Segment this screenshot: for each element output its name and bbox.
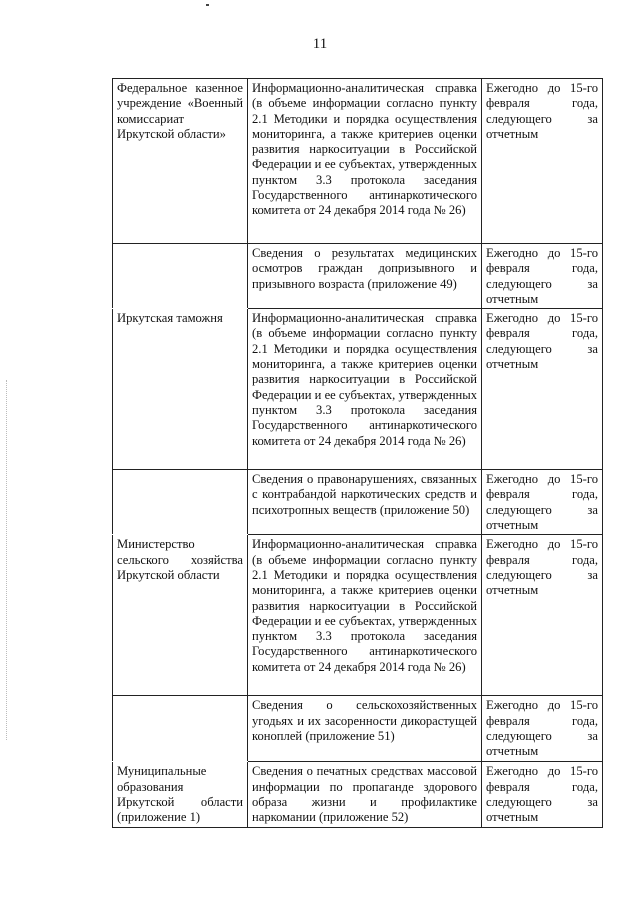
scan-artifact [206,4,209,6]
organization-cell [113,696,248,762]
info-text: Сведения о сельскохозяйственных угодьях и их засоренности дикорастущей коноплей (приложение 51) [252,698,477,743]
table-row [113,762,603,827]
info-cell [248,309,482,470]
organization-cell [113,79,248,244]
organization-cell [113,535,248,696]
organization-name: Федеральное казенное учреждение «Военный комиссариат Иркутской области» [117,81,243,141]
info-text: Информационно-аналитическая справка (в объеме информации согласно пункту 2.1 Методики и порядка осуществления мониторинга, а также критериев оценки развития наркоситуации в Российской Федерации и ее субъектах, утвержденных пунктом 3.3 протокола заседания Государственного антинаркотического комитета от 24 декабря 2014 года № 26) [252,311,477,448]
deadline-cell [482,79,603,244]
deadline-text: Ежегодно до 15-го февраля года, следующего за отчетным [486,537,598,598]
info-text: Информационно-аналитическая справка (в объеме информации согласно пункту 2.1 Методики и порядка осуществления мониторинга, а также критериев оценки развития наркоситуации в Российской Федерации и ее субъектах, утвержденных пунктом 3.3 протокола заседания Государственного антинаркотического комитета от 24 декабря 2014 года № 26) [252,537,477,674]
info-cell [248,535,482,696]
info-cell [248,244,482,309]
organization-name: Министерство сельского хозяйства Иркутской области [117,537,243,582]
deadline-cell [482,535,603,696]
page-number: 11 [312,36,328,52]
deadline-cell [482,244,603,309]
deadline-text: Ежегодно до 15-го февраля года, следующего за отчетным [486,698,598,759]
table-row [113,696,603,762]
reporting-table [112,78,603,828]
deadline-text: Ежегодно до 15-го февраля года, следующего за отчетным [486,311,598,372]
deadline-text: Ежегодно до 15-го февраля года, следующего за отчетным [486,246,598,306]
deadline-text: Ежегодно до 15-го февраля года, следующего за отчетным [486,81,598,141]
deadline-text: Ежегодно до 15-го февраля года, следующего за отчетным [486,764,598,825]
table-row [113,244,603,309]
deadline-cell [482,309,603,470]
deadline-cell [482,762,603,827]
table-row [113,79,603,244]
info-cell [248,470,482,535]
organization-cell [113,309,248,470]
organization-cell [113,762,248,827]
table-row [113,470,603,535]
organization-name: Иркутская таможня [117,311,223,326]
table-row [113,535,603,696]
info-text: Сведения о результатах медицинских осмотров граждан допризывного и призывного возраста (приложение 49) [252,246,477,291]
info-cell [248,762,482,827]
organization-cell [113,470,248,535]
organization-cell [113,244,248,309]
deadline-text: Ежегодно до 15-го февраля года, следующего за отчетным [486,472,598,533]
info-text: Информационно-аналитическая справка (в объеме информации согласно пункту 2.1 Методики и порядка осуществления мониторинга, а также критериев оценки развития наркоситуации в Российской Федерации и ее субъектах, утвержденных пунктом 3.3 протокола заседания Государственного антинаркотического комитета от 24 декабря 2014 года № 26) [252,81,477,218]
info-text: Сведения о печатных средствах массовой информации по пропаганде здорового образа жизни и профилактике наркомании (приложение 52) [252,764,477,825]
info-cell [248,79,482,244]
table-row [113,309,603,470]
info-cell [248,696,482,762]
scan-edge-specks [6,380,9,740]
organization-name: Муниципальные образования Иркутской области (приложение 1) [117,764,243,825]
info-text: Сведения о правонарушениях, связанных с контрабандой наркотических средств и психотропных веществ (приложение 50) [252,472,477,517]
deadline-cell [482,470,603,535]
deadline-cell [482,696,603,762]
